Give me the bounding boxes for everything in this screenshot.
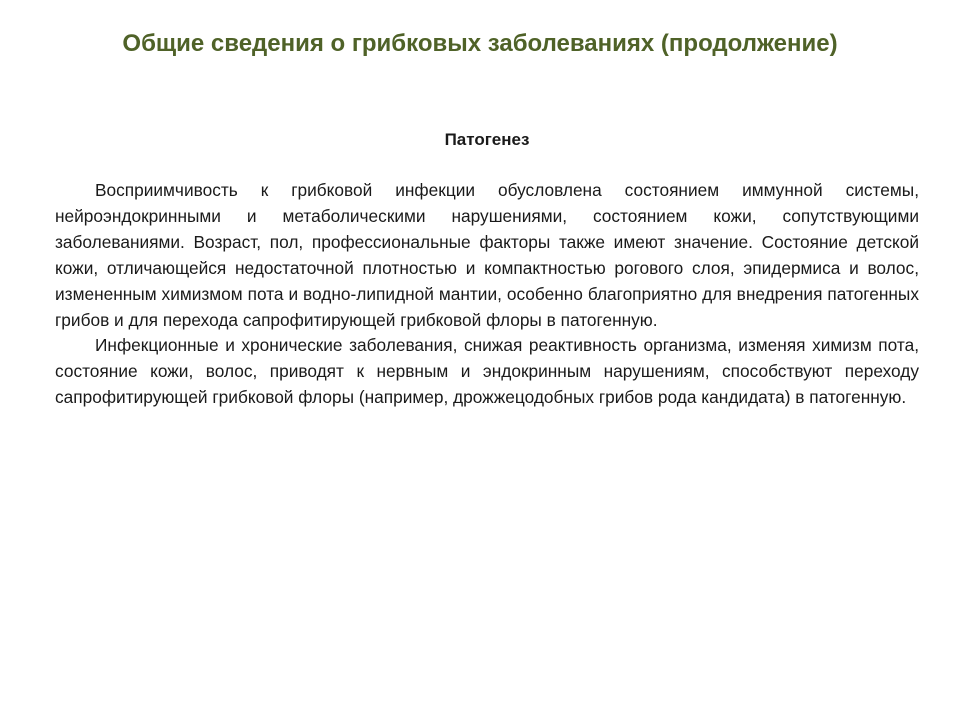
section-heading: Патогенез	[444, 130, 530, 149]
body-text	[55, 178, 919, 411]
slide-title: Общие сведения о грибковых заболеваниях (продолжение)	[122, 30, 838, 57]
paragraph-susceptibility: Восприимчивость к грибковой инфекции обусловлена состоянием иммунной системы, нейроэндокринными и метаболическими нарушениями, состоянием кожи, сопутствующими заболеваниями. Возраст, пол, профессиональные факторы также имеют значение. Состояние детской кожи, отличающейся недостаточной плотностью и компактностью рогового слоя, эпидермиса и волос, измененным химизмом пота и водно-липидной мантии, особенно благоприятно для внедрения патогенных грибов и для перехода сапрофитирующей грибковой флоры в патогенную.	[55, 180, 919, 330]
paragraph-infections: Инфекционные и хронические заболевания, снижая реактивность организма, изменяя химизм пота, состояние кожи, волос, приводят к нервным и эндокринным нарушениям, способствуют переходу сапрофитирующей грибковой флоры (например, дрожжецодобных грибов рода кандидата) в патогенную.	[55, 335, 919, 408]
